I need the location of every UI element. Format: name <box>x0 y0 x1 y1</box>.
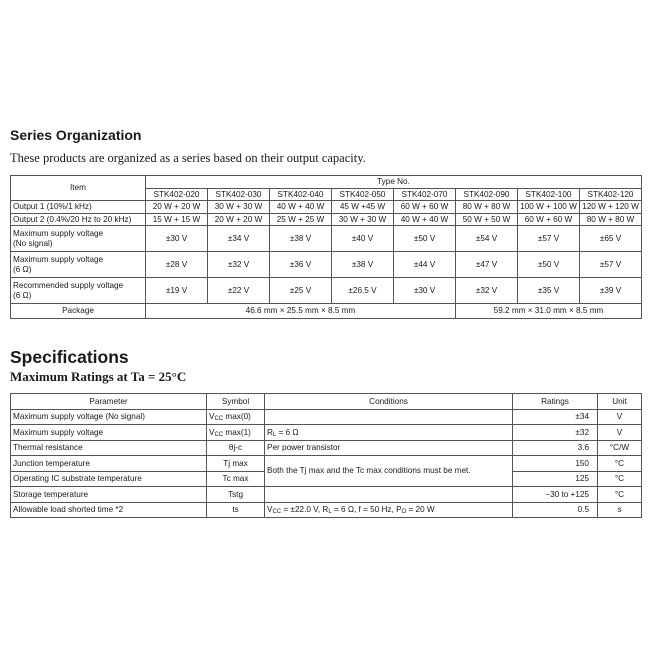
condition-part: = 6 Ω, f = 50 Hz, P <box>331 505 402 515</box>
value-cell: ±50 V <box>394 226 456 252</box>
symbol-cell <box>207 425 265 441</box>
package-row <box>11 304 642 319</box>
value-cell: 60 W + 60 W <box>394 201 456 214</box>
condition-subscript: CC <box>272 509 282 516</box>
row-label: Output 1 (10%/1 kHz) <box>11 201 146 214</box>
unit-cell: °C <box>598 487 642 503</box>
conditions-cell <box>265 502 513 518</box>
model-cell: STK402-090 <box>456 188 518 201</box>
unit-cell: °C/W <box>598 440 642 456</box>
row-label-line2: (6 Ω) <box>13 264 32 274</box>
parameter-cell: Maximum supply voltage (No signal) <box>11 409 207 425</box>
value-cell: 80 W + 80 W <box>580 213 642 226</box>
specifications-heading: Specifications <box>10 347 129 367</box>
condition-main: R <box>267 427 273 437</box>
value-cell: ±54 V <box>456 226 518 252</box>
condition-part: = 20 W <box>406 505 435 515</box>
row-label-line1: Recommended supply voltage <box>13 281 124 291</box>
value-cell: ±57 V <box>518 226 580 252</box>
value-cell: ±47 V <box>456 252 518 278</box>
conditions-cell <box>265 425 513 441</box>
value-cell: ±32 V <box>456 278 518 304</box>
model-cell: STK402-040 <box>270 188 332 201</box>
ratings-header: Ratings <box>513 394 598 410</box>
value-cell: ±38 V <box>270 226 332 252</box>
symbol-cell: θj-c <box>207 440 265 456</box>
condition-subscript: L <box>272 431 277 438</box>
rating-cell: 3.6 <box>513 440 598 456</box>
package-small: 46.6 mm × 25.5 mm × 8.5 mm <box>146 304 456 319</box>
value-cell: ±19 V <box>146 278 208 304</box>
symbol-main: V <box>209 427 215 437</box>
parameter-cell: Junction temperature <box>11 456 207 472</box>
rating-cell: ±34 <box>513 409 598 425</box>
conditions-cell: Per power transistor <box>265 440 513 456</box>
value-cell: ±28 V <box>146 252 208 278</box>
symbol-header: Symbol <box>207 394 265 410</box>
value-cell: 50 W + 50 W <box>456 213 518 226</box>
symbol-rest: max(0) <box>223 412 251 422</box>
value-cell: ±57 V <box>580 252 642 278</box>
series-table <box>10 175 642 319</box>
unit-header: Unit <box>598 394 642 410</box>
value-cell: ±32 V <box>208 252 270 278</box>
row-label <box>11 226 146 252</box>
package-label: Package <box>11 304 146 319</box>
value-cell: 30 W + 30 W <box>332 213 394 226</box>
model-cell: STK402-070 <box>394 188 456 201</box>
table-row <box>11 425 642 441</box>
parameter-cell: Operating IC substrate temperature <box>11 471 207 487</box>
table-row <box>11 201 642 214</box>
table-row <box>11 226 642 252</box>
value-cell: ±40 V <box>332 226 394 252</box>
value-cell: ±22 V <box>208 278 270 304</box>
value-cell: ±39 V <box>580 278 642 304</box>
row-label: Output 2 (0.4%/20 Hz to 20 kHz) <box>11 213 146 226</box>
row-label-line1: Maximum supply voltage <box>13 229 104 239</box>
value-cell: ±38 V <box>332 252 394 278</box>
condition-subscript: O <box>401 509 407 516</box>
condition-part: V <box>267 505 273 515</box>
series-organization-heading: Series Organization <box>10 127 142 143</box>
symbol-cell: Tj max <box>207 456 265 472</box>
symbol-cell <box>207 409 265 425</box>
table-row <box>11 502 642 518</box>
table-row <box>11 213 642 226</box>
table-row <box>11 487 642 503</box>
value-cell: ±26.5 V <box>332 278 394 304</box>
unit-cell: °C <box>598 471 642 487</box>
value-cell: ±44 V <box>394 252 456 278</box>
row-label-line2: (6 Ω) <box>13 290 32 300</box>
model-cell: STK402-050 <box>332 188 394 201</box>
unit-cell: V <box>598 425 642 441</box>
conditions-cell <box>265 409 513 425</box>
value-cell: 25 W + 25 W <box>270 213 332 226</box>
value-cell: ±30 V <box>394 278 456 304</box>
table-row <box>11 456 642 472</box>
table-row <box>11 409 642 425</box>
value-cell: 40 W + 40 W <box>270 201 332 214</box>
series-header-row <box>11 176 642 189</box>
value-cell: ±34 V <box>208 226 270 252</box>
unit-cell: s <box>598 502 642 518</box>
parameter-cell: Storage temperature <box>11 487 207 503</box>
table-row <box>11 440 642 456</box>
symbol-cell: ts <box>207 502 265 518</box>
value-cell: ±30 V <box>146 226 208 252</box>
unit-cell: V <box>598 409 642 425</box>
row-label <box>11 252 146 278</box>
value-cell: 20 W + 20 W <box>146 201 208 214</box>
value-cell: ±35 V <box>518 278 580 304</box>
value-cell: ±65 V <box>580 226 642 252</box>
value-cell: ±50 V <box>518 252 580 278</box>
value-cell: 20 W + 20 W <box>208 213 270 226</box>
condition-part: = ±22.0 V, R <box>281 505 329 515</box>
parameter-header: Parameter <box>11 394 207 410</box>
rating-cell: ±32 <box>513 425 598 441</box>
symbol-cell: Tstg <box>207 487 265 503</box>
rating-cell: 0.5 <box>513 502 598 518</box>
rating-cell: 150 <box>513 456 598 472</box>
parameter-cell: Maximum supply voltage <box>11 425 207 441</box>
conditions-cell <box>265 487 513 503</box>
condition-rest: = 6 Ω <box>276 427 299 437</box>
table-row <box>11 252 642 278</box>
symbol-subscript: CC <box>214 431 224 438</box>
rating-cell: −30 to +125 <box>513 487 598 503</box>
package-large: 59.2 mm × 31.0 mm × 8.5 mm <box>456 304 642 319</box>
value-cell: 80 W + 80 W <box>456 201 518 214</box>
value-cell: 100 W + 100 W <box>518 201 580 214</box>
conditions-header: Conditions <box>265 394 513 410</box>
rating-cell: 125 <box>513 471 598 487</box>
model-cell: STK402-120 <box>580 188 642 201</box>
value-cell: 15 W + 15 W <box>146 213 208 226</box>
value-cell: ±36 V <box>270 252 332 278</box>
parameter-cell: Allowable load shorted time *2 <box>11 502 207 518</box>
maximum-ratings-table <box>10 393 642 518</box>
model-cell: STK402-100 <box>518 188 580 201</box>
unit-cell: °C <box>598 456 642 472</box>
parameter-cell: Thermal resistance <box>11 440 207 456</box>
series-description: These products are organized as a series based on their output capacity. <box>10 151 366 165</box>
row-label-line1: Maximum supply voltage <box>13 255 104 265</box>
maximum-ratings-subheading: Maximum Ratings at Ta = 25°C <box>10 369 187 384</box>
symbol-subscript: CC <box>214 416 224 423</box>
condition-subscript: L <box>328 509 332 516</box>
value-cell: 120 W + 120 W <box>580 201 642 214</box>
value-cell: 30 W + 30 W <box>208 201 270 214</box>
value-cell: 40 W + 40 W <box>394 213 456 226</box>
type-no-header: Type No. <box>146 176 642 189</box>
symbol-main: V <box>209 412 215 422</box>
table-row <box>11 278 642 304</box>
value-cell: 45 W +45 W <box>332 201 394 214</box>
model-cell: STK402-030 <box>208 188 270 201</box>
spec-header-row <box>11 394 642 410</box>
value-cell: 60 W + 60 W <box>518 213 580 226</box>
row-label-line2: (No signal) <box>13 238 53 248</box>
conditions-cell: Both the Tj max and the Tc max conditions must be met. <box>265 456 513 487</box>
row-label <box>11 278 146 304</box>
symbol-rest: max(1) <box>223 427 251 437</box>
item-header: Item <box>11 176 146 201</box>
value-cell: ±25 V <box>270 278 332 304</box>
model-cell: STK402-020 <box>146 188 208 201</box>
symbol-cell: Tc max <box>207 471 265 487</box>
